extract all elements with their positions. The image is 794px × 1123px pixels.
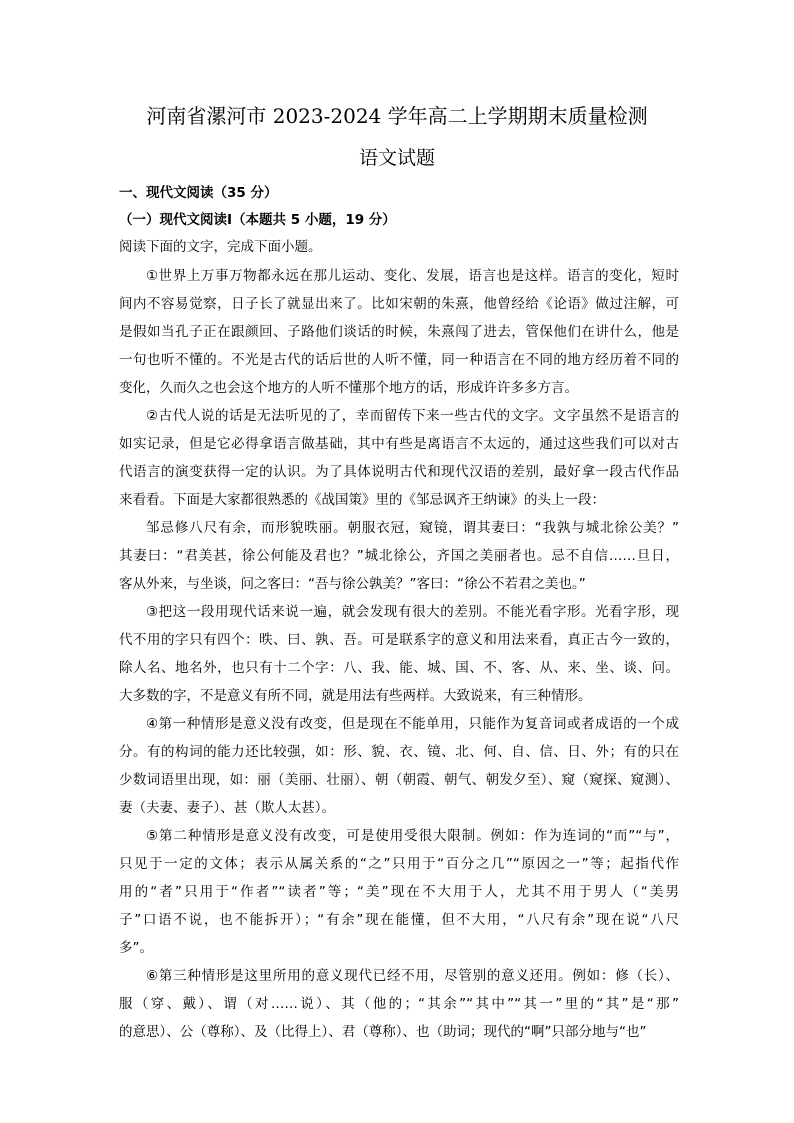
paragraph-line: ②古代人说的话是无法听见的了，幸而留传下来一些古代的文字。文字虽然不是语言的	[146, 408, 679, 424]
paragraph-line: 代不用的字只有四个：昳、曰、孰、吾。可是联系字的意义和用法来看，真正古今一致的，	[119, 632, 679, 648]
paragraph-line: 客从外来，与坐谈，问之客曰：“吾与徐公孰美？”客曰：“徐公不若君之美也。”	[119, 576, 586, 592]
passage-paragraph	[119, 598, 679, 710]
paragraph-line: 的意思）、公（尊称）、及（比得上）、君（尊称）、也（助词；现代的“啊”只部分地与“也”	[119, 1024, 647, 1040]
paragraph-line: 服（穿、戴）、谓（对……说）、其（他的；“其余”“其中”“其一”里的“其”是“那”	[119, 996, 679, 1012]
passage-paragraph	[119, 962, 679, 1046]
passage-paragraph	[119, 402, 679, 514]
passage-paragraph	[119, 822, 679, 962]
paragraph-line: 除人名、地名外，也只有十二个字：八、我、能、城、国、不、客、从、来、坐、谈、问。	[119, 660, 679, 676]
paragraph-line: 大多数的字，不是意义有所不同，就是用法有些两样。大致说来，有三种情形。	[119, 688, 592, 704]
paragraph-line: 其妻曰：“君美甚，徐公何能及君也？”城北徐公，齐国之美丽者也。忌不自信……旦日，	[119, 548, 679, 564]
paragraph-line: 用的“者”只用于“作者”“读者”等；“美”现在不大用于人，尤其不用于男人（“美男	[119, 884, 679, 900]
document-subtitle: 语文试题	[358, 147, 435, 169]
passage-paragraph	[119, 514, 679, 598]
passage-paragraph	[119, 710, 679, 822]
paragraph-line: ⑥第三种情形是这里所用的意义现代已经不用，尽管别的意义还用。例如：修（长）、	[146, 968, 679, 984]
instruction-text: 阅读下面的文字，完成下面小题。	[119, 239, 322, 255]
paragraph-line: ④第一种情形是意义没有改变，但是现在不能单用，只能作为复音词或者成语的一个成	[146, 716, 679, 732]
paragraph-line: ⑤第二种情形是意义没有改变，可是使用受很大限制。例如：作为连词的“而”“与”，	[146, 828, 679, 844]
paragraph-line: 只见于一定的文体；表示从属关系的“之”只用于“百分之几”“原因之一”等；起指代作	[119, 856, 679, 872]
paragraph-line: 如实记录，但是它必得拿语言做基础，其中有些是离语言不太远的，通过这些我们可以对古	[119, 436, 679, 452]
subsection-heading: （一）现代文阅读Ⅰ（本题共 5 小题，19 分）	[119, 212, 396, 228]
paragraph-line: ①世界上万事万物都永远在那儿运动、变化、发展，语言也是这样。语言的变化，短时	[146, 268, 679, 284]
reading-passage	[119, 262, 679, 1046]
paragraph-line: 变化，久而久之也会这个地方的人听不懂那个地方的话，形成许许多多方言。	[119, 380, 578, 396]
paragraph-line: 间内不容易觉察，日子长了就显出来了。比如宋朝的朱熹，他曾经给《论语》做过注解，可	[119, 296, 679, 312]
paragraph-line: 少数词语里出现，如：丽（美丽、壮丽）、朝（朝霞、朝气、朝发夕至）、窥（窥探、窥测）、	[119, 772, 679, 788]
paragraph-line: 来看看。下面是大家都很熟悉的《战国策》里的《邹忌讽齐王纳谏》的头上一段：	[119, 492, 605, 508]
paragraph-line: 是假如当孔子正在跟颜回、子路他们谈话的时候，朱熹闯了进去，管保他们在讲什么，他是	[119, 324, 679, 340]
passage-paragraph	[119, 262, 679, 402]
paragraph-line: 分。有的构词的能力还比较强，如：形、貌、衣、镜、北、何、自、信、日、外；有的只在	[119, 744, 679, 760]
paragraph-line: 代语言的演变获得一定的认识。为了具体说明古代和现代汉语的差别，最好拿一段古代作品	[119, 464, 679, 480]
paragraph-line: 多”。	[119, 940, 153, 956]
paragraph-line: 子”口语不说，也不能拆开）；“有余”现在能懂，但不大用，“八尺有余”现在说“八尺	[119, 912, 679, 928]
section-heading: 一、现代文阅读（35 分）	[119, 185, 278, 201]
paragraph-line: 一句也听不懂的。不光是古代的话后世的人听不懂，同一种语言在不同的地方经历着不同的	[119, 352, 679, 368]
paragraph-line: 邹忌修八尺有余，而形貌昳丽。朝服衣冠，窥镜，谓其妻曰：“我孰与城北徐公美？”	[146, 520, 679, 536]
paragraph-line: ③把这一段用现代话来说一遍，就会发现有很大的差别。不能光看字形。光看字形，现	[146, 604, 679, 620]
paragraph-line: 妻（夫妻、妻子）、甚（欺人太甚）。	[119, 800, 335, 816]
document-title: 河南省漯河市 2023-2024 学年高二上学期期末质量检测	[146, 104, 648, 128]
